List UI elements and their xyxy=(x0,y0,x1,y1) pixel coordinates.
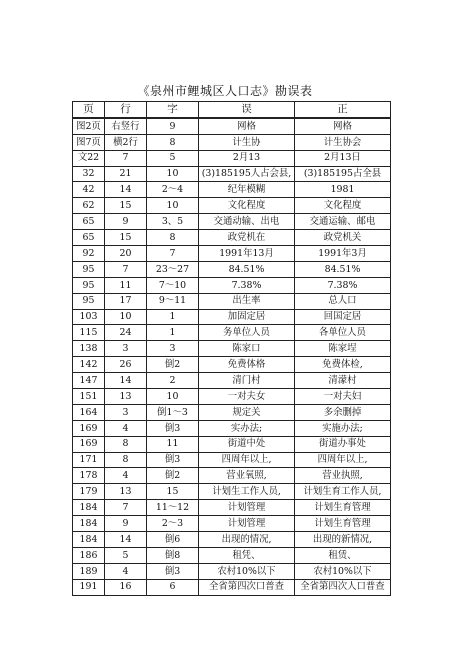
table-row xyxy=(73,277,391,293)
page-cell: 103 xyxy=(73,309,105,325)
wrong-cell: 计划管理 xyxy=(199,516,295,532)
line-cell: 16 xyxy=(105,579,147,595)
char-cell: 15 xyxy=(147,484,199,500)
char-cell: 1 xyxy=(147,325,199,341)
column-header-correct: 正 xyxy=(295,102,391,118)
line-cell: 4 xyxy=(105,468,147,484)
wrong-cell: 网格 xyxy=(199,118,295,134)
char-cell: 3 xyxy=(147,341,199,357)
char-cell: 倒8 xyxy=(147,547,199,563)
char-cell: 8 xyxy=(147,134,199,150)
char-cell: 2～3 xyxy=(147,516,199,532)
line-cell: 7 xyxy=(105,500,147,516)
table-row xyxy=(73,357,391,373)
char-cell: 11 xyxy=(147,436,199,452)
page-cell: 189 xyxy=(73,563,105,579)
wrong-cell: 84.51% xyxy=(199,261,295,277)
char-cell: 倒2 xyxy=(147,468,199,484)
char-cell: 倒3 xyxy=(147,563,199,579)
char-cell: 1 xyxy=(147,309,199,325)
page-cell: 图7页 xyxy=(73,134,105,150)
column-header-char: 字 xyxy=(147,102,199,118)
char-cell: 11～12 xyxy=(147,500,199,516)
wrong-cell: 文化程度 xyxy=(199,198,295,214)
page-cell: 191 xyxy=(73,579,105,595)
errata-table xyxy=(72,101,391,596)
wrong-cell: (3)185195人占会县, xyxy=(199,166,295,182)
char-cell: 10 xyxy=(147,166,199,182)
line-cell: 5 xyxy=(105,547,147,563)
correct-cell: 文化程度 xyxy=(295,198,391,214)
page-cell: 65 xyxy=(73,214,105,230)
page-cell: 32 xyxy=(73,166,105,182)
char-cell: 7～10 xyxy=(147,277,199,293)
char-cell: 3、5 xyxy=(147,214,199,230)
correct-cell: 交通运输、邮电 xyxy=(295,214,391,230)
table-row xyxy=(73,484,391,500)
wrong-cell: 1991年13月 xyxy=(199,246,295,262)
page-cell: 95 xyxy=(73,277,105,293)
wrong-cell: 务单位人员 xyxy=(199,325,295,341)
correct-cell: 1981 xyxy=(295,182,391,198)
line-cell: 17 xyxy=(105,293,147,309)
page-cell: 147 xyxy=(73,373,105,389)
correct-cell: 计划生育管理 xyxy=(295,500,391,516)
correct-cell: 7.38% xyxy=(295,277,391,293)
column-header-line: 行 xyxy=(105,102,147,118)
wrong-cell: 清门村 xyxy=(199,373,295,389)
table-row xyxy=(73,547,391,563)
table-row xyxy=(73,118,391,134)
page-cell: 95 xyxy=(73,261,105,277)
table-row xyxy=(73,261,391,277)
table-row xyxy=(73,532,391,548)
correct-cell: 营业执照, xyxy=(295,468,391,484)
correct-cell: 一对夫妇 xyxy=(295,389,391,405)
errata-rows xyxy=(73,118,391,595)
page-cell: 65 xyxy=(73,230,105,246)
page-cell: 164 xyxy=(73,404,105,420)
table-row xyxy=(73,309,391,325)
correct-cell: 网格 xyxy=(295,118,391,134)
correct-cell: 农村10%以下 xyxy=(295,563,391,579)
correct-cell: 陈家埕 xyxy=(295,341,391,357)
char-cell: 倒2 xyxy=(147,357,199,373)
correct-cell: 免费体检, xyxy=(295,357,391,373)
table-row xyxy=(73,389,391,405)
line-cell: 10 xyxy=(105,309,147,325)
line-cell: 13 xyxy=(105,389,147,405)
table-row xyxy=(73,404,391,420)
correct-cell: 计生协会 xyxy=(295,134,391,150)
line-cell: 7 xyxy=(105,261,147,277)
table-row xyxy=(73,198,391,214)
char-cell: 23～27 xyxy=(147,261,199,277)
char-cell: 倒3 xyxy=(147,420,199,436)
page-cell: 138 xyxy=(73,341,105,357)
wrong-cell: 营业氧照, xyxy=(199,468,295,484)
char-cell: 倒6 xyxy=(147,532,199,548)
table-row xyxy=(73,166,391,182)
char-cell: 5 xyxy=(147,150,199,166)
wrong-cell: 加固定居 xyxy=(199,309,295,325)
correct-cell: 清濛村 xyxy=(295,373,391,389)
page-title: 《泉州市鲤城区人口志》勘误表 xyxy=(137,84,313,98)
line-cell: 26 xyxy=(105,357,147,373)
table-row xyxy=(73,563,391,579)
line-cell: 14 xyxy=(105,532,147,548)
line-cell: 14 xyxy=(105,182,147,198)
page-cell: 142 xyxy=(73,357,105,373)
table-row xyxy=(73,150,391,166)
wrong-cell: 一对夫女 xyxy=(199,389,295,405)
line-cell: 4 xyxy=(105,563,147,579)
char-cell: 9 xyxy=(147,118,199,134)
table-row xyxy=(73,293,391,309)
wrong-cell: 计划生工作人员, xyxy=(199,484,295,500)
correct-cell: 四周年以上, xyxy=(295,452,391,468)
wrong-cell: 计生协 xyxy=(199,134,295,150)
page-cell: 62 xyxy=(73,198,105,214)
table-row xyxy=(73,436,391,452)
table-row xyxy=(73,214,391,230)
correct-cell: 总人口 xyxy=(295,293,391,309)
correct-cell: 计划生育工作人员, xyxy=(295,484,391,500)
line-cell: 3 xyxy=(105,341,147,357)
table-header-row xyxy=(73,102,391,118)
page-cell: 151 xyxy=(73,389,105,405)
column-header-page: 页 xyxy=(73,102,105,118)
page-cell: 42 xyxy=(73,182,105,198)
column-header-wrong: 误 xyxy=(199,102,295,118)
page-cell: 171 xyxy=(73,452,105,468)
wrong-cell: 规定关 xyxy=(199,404,295,420)
char-cell: 10 xyxy=(147,389,199,405)
line-cell: 15 xyxy=(105,230,147,246)
line-cell: 21 xyxy=(105,166,147,182)
table-row xyxy=(73,325,391,341)
wrong-cell: 四周年以上, xyxy=(199,452,295,468)
table-row xyxy=(73,373,391,389)
line-cell: 7 xyxy=(105,150,147,166)
wrong-cell: 租凭、 xyxy=(199,547,295,563)
wrong-cell: 交通动输、出电 xyxy=(199,214,295,230)
page-cell: 169 xyxy=(73,436,105,452)
wrong-cell: 陈家口 xyxy=(199,341,295,357)
wrong-cell: 农村10%以下 xyxy=(199,563,295,579)
line-cell: 4 xyxy=(105,420,147,436)
line-cell: 11 xyxy=(105,277,147,293)
char-cell: 8 xyxy=(147,230,199,246)
page-cell: 184 xyxy=(73,500,105,516)
correct-cell: 2月13日 xyxy=(295,150,391,166)
page-cell: 95 xyxy=(73,293,105,309)
page-cell: 179 xyxy=(73,484,105,500)
wrong-cell: 实办法; xyxy=(199,420,295,436)
line-cell: 20 xyxy=(105,246,147,262)
correct-cell: (3)185195占全县 xyxy=(295,166,391,182)
line-cell: 3 xyxy=(105,404,147,420)
line-cell: 右竖行 xyxy=(105,118,147,134)
table-row xyxy=(73,420,391,436)
correct-cell: 实施办法; xyxy=(295,420,391,436)
wrong-cell: 街道中处 xyxy=(199,436,295,452)
wrong-cell: 2月13 xyxy=(199,150,295,166)
line-cell: 横2行 xyxy=(105,134,147,150)
wrong-cell: 7.38% xyxy=(199,277,295,293)
char-cell: 10 xyxy=(147,198,199,214)
table-row xyxy=(73,500,391,516)
correct-cell: 多余删掉 xyxy=(295,404,391,420)
char-cell: 6 xyxy=(147,579,199,595)
wrong-cell: 免费体格 xyxy=(199,357,295,373)
wrong-cell: 计划管理 xyxy=(199,500,295,516)
page-cell: 图2页 xyxy=(73,118,105,134)
line-cell: 14 xyxy=(105,373,147,389)
page-cell: 115 xyxy=(73,325,105,341)
line-cell: 9 xyxy=(105,214,147,230)
table-row xyxy=(73,230,391,246)
line-cell: 24 xyxy=(105,325,147,341)
line-cell: 13 xyxy=(105,484,147,500)
char-cell: 2 xyxy=(147,373,199,389)
char-cell: 2～4 xyxy=(147,182,199,198)
table-row xyxy=(73,182,391,198)
correct-cell: 出现的新情况, xyxy=(295,532,391,548)
line-cell: 8 xyxy=(105,436,147,452)
char-cell: 7 xyxy=(147,246,199,262)
correct-cell: 回国定居 xyxy=(295,309,391,325)
correct-cell: 街道办事处 xyxy=(295,436,391,452)
table-row xyxy=(73,246,391,262)
line-cell: 15 xyxy=(105,198,147,214)
line-cell: 9 xyxy=(105,516,147,532)
page-cell: 文22 xyxy=(73,150,105,166)
char-cell: 倒1～3 xyxy=(147,404,199,420)
char-cell: 倒3 xyxy=(147,452,199,468)
line-cell: 8 xyxy=(105,452,147,468)
table-row xyxy=(73,452,391,468)
wrong-cell: 政党机在 xyxy=(199,230,295,246)
correct-cell: 各单位人员 xyxy=(295,325,391,341)
wrong-cell: 出现的情况, xyxy=(199,532,295,548)
page-cell: 92 xyxy=(73,246,105,262)
table-row xyxy=(73,341,391,357)
page-cell: 169 xyxy=(73,420,105,436)
correct-cell: 全省第四次人口普查 xyxy=(295,579,391,595)
table-row xyxy=(73,468,391,484)
char-cell: 9～11 xyxy=(147,293,199,309)
correct-cell: 84.51% xyxy=(295,261,391,277)
correct-cell: 政党机关 xyxy=(295,230,391,246)
page-cell: 186 xyxy=(73,547,105,563)
wrong-cell: 出生率 xyxy=(199,293,295,309)
correct-cell: 1991年3月 xyxy=(295,246,391,262)
correct-cell: 计划生育管理 xyxy=(295,516,391,532)
table-row xyxy=(73,516,391,532)
wrong-cell: 全省第四次口普查 xyxy=(199,579,295,595)
page-cell: 184 xyxy=(73,532,105,548)
table-row xyxy=(73,579,391,595)
correct-cell: 租赁、 xyxy=(295,547,391,563)
wrong-cell: 纪年模糊 xyxy=(199,182,295,198)
table-row xyxy=(73,134,391,150)
page-cell: 184 xyxy=(73,516,105,532)
page-cell: 178 xyxy=(73,468,105,484)
